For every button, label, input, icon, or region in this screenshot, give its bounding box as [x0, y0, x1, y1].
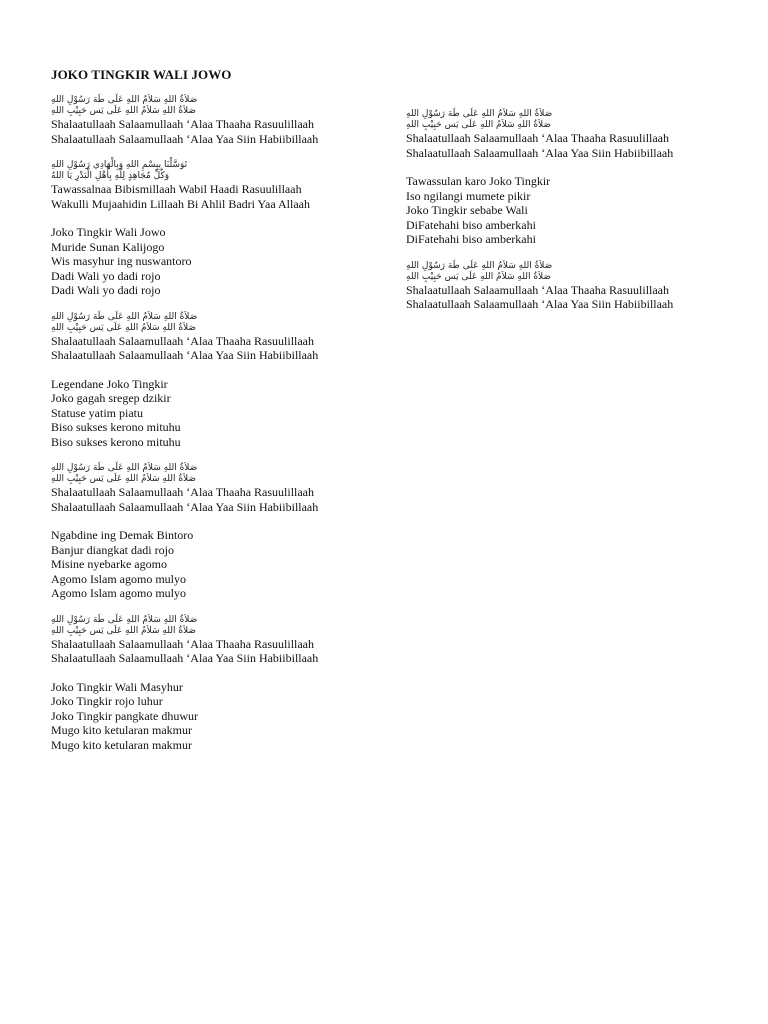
lyric-line: Dadi Wali yo dadi rojo — [51, 283, 161, 297]
arabic-line: صَلاَةُ اللهِ سَلاَمُ اللهِ عَلَى طَهَ رَسُوْلِ اللهِ — [51, 463, 198, 473]
lyric-line: Tawassulan karo Joko Tingkir — [406, 174, 551, 188]
lyric-line: Ngabdine ing Demak Bintoro — [51, 528, 194, 542]
right-column — [406, 109, 746, 326]
arabic-line: صَلاَةُ اللهِ سَلاَمُ اللهِ عَلَى طَهَ رَسُوْلِ اللهِ — [51, 311, 198, 322]
lyric-line: Agomo Islam agomo mulyo — [51, 586, 186, 600]
lyric-stanza — [406, 109, 746, 160]
lyric-stanza — [51, 377, 391, 450]
lyric-line: DiFatehahi biso amberkahi — [406, 232, 536, 246]
lyric-line: Muride Sunan Kalijogo — [51, 239, 165, 254]
lyric-stanza — [51, 615, 391, 666]
document-title: JOKO TINGKIR WALI JOWO — [51, 67, 232, 82]
lyric-line: Biso sukses kerono mituhu — [51, 420, 181, 434]
arabic-line: صَلاَةُ اللهِ سَلاَمُ اللهِ عَلَى طَهَ رَسُوْلِ اللهِ — [51, 614, 198, 625]
lyric-line: Banjur diangkat dadi rojo — [51, 542, 174, 557]
lyric-stanza — [51, 528, 391, 601]
lyric-line: Iso ngilangi mumete pikir — [406, 188, 531, 203]
arabic-line: صَلاَةُ اللهِ سَلاَمُ اللهِ عَلَى يَس حَبِيْبِ اللهِ — [406, 271, 552, 282]
lyric-line: Shalaatullaah Salaamullaah ‘Alaa Thaaha Rasuulillaah — [51, 636, 315, 651]
lyric-line: Shalaatullaah Salaamullaah ‘Alaa Yaa Siin Habiibillaah — [51, 348, 319, 362]
lyric-line: Wakulli Mujaahidin Lillaah Bi Ahlil Badri Yaa Allaah — [51, 196, 311, 211]
lyric-line: Joko Tingkir Wali Masyhur — [51, 679, 183, 694]
lyric-line: Shalaatullaah Salaamullaah ‘Alaa Yaa Siin Habiibillaah — [51, 499, 319, 514]
left-column — [51, 95, 391, 766]
lyric-line: Joko gagah sregep dzikir — [51, 391, 171, 405]
lyric-stanza — [51, 225, 391, 298]
lyric-stanza — [406, 261, 746, 312]
lyric-line: Tawassalnaa Bibismillaah Wabil Haadi Rasuulillaah — [51, 182, 302, 196]
lyric-line: Joko Tingkir Wali Jowo — [51, 225, 166, 239]
lyric-line: Joko Tingkir pangkate dhuwur — [51, 708, 198, 723]
arabic-line: صَلاَةُ اللهِ سَلاَمُ اللهِ عَلَى يَس حَبِيْبِ اللهِ — [51, 474, 197, 484]
lyric-stanza — [406, 174, 746, 247]
lyric-line: Misine nyebarke agomo — [51, 557, 167, 571]
lyric-line: Shalaatullaah Salaamullaah ‘Alaa Thaaha Rasuulillaah — [51, 485, 315, 499]
lyric-line: Shalaatullaah Salaamullaah ‘Alaa Yaa Siin Habiibillaah — [51, 651, 319, 665]
lyric-line: Shalaatullaah Salaamullaah ‘Alaa Yaa Siin Habiibillaah — [406, 297, 674, 311]
lyric-line: Mugo kito ketularan makmur — [51, 723, 192, 737]
lyric-line: Shalaatullaah Salaamullaah ‘Alaa Yaa Siin Habiibillaah — [51, 131, 319, 146]
lyric-line: Legendane Joko Tingkir — [51, 376, 168, 391]
arabic-line: صَلاَةُ اللهِ سَلاَمُ اللهِ عَلَى يَس حَبِيْبِ اللهِ — [51, 322, 197, 333]
lyric-line: Dadi Wali yo dadi rojo — [51, 268, 161, 283]
arabic-line: وَكُلِّ مُجَاهِدٍ لِلّهِ بِأَهْلِ الْبَدْرِ يَا اللهُ — [51, 171, 170, 181]
lyric-line: DiFatehahi biso amberkahi — [406, 217, 536, 232]
lyric-stanza — [51, 160, 391, 211]
arabic-line: صَلاَةُ اللهِ سَلاَمُ اللهِ عَلَى طَهَ رَسُوْلِ اللهِ — [51, 95, 198, 105]
arabic-line: صَلاَةُ اللهِ سَلاَمُ اللهِ عَلَى يَس حَبِيْبِ اللهِ — [406, 120, 552, 130]
lyric-line: Mugo kito ketularan makmur — [51, 737, 192, 752]
arabic-line: صَلاَةُ اللهِ سَلاَمُ اللهِ عَلَى يَس حَبِيْبِ اللهِ — [51, 625, 197, 636]
lyric-line: Biso sukses kerono mituhu — [51, 434, 181, 449]
lyric-stanza — [51, 463, 391, 514]
lyric-line: Wis masyhur ing nuswantoro — [51, 254, 192, 268]
arabic-line: صَلاَةُ اللهِ سَلاَمُ اللهِ عَلَى يَس حَبِيْبِ اللهِ — [51, 106, 197, 116]
arabic-line: تَوَسَّلْنَا بِبِسْمِ اللهِ وَبِالْهَادِي رَسُوْلِ اللهِ — [51, 160, 188, 170]
lyric-stanza — [51, 312, 391, 363]
lyric-line: Shalaatullaah Salaamullaah ‘Alaa Thaaha Rasuulillaah — [406, 282, 670, 297]
lyric-line: Joko Tingkir rojo luhur — [51, 694, 163, 708]
lyric-stanza — [51, 680, 391, 753]
arabic-line: صَلاَةُ اللهِ سَلاَمُ اللهِ عَلَى طَهَ رَسُوْلِ اللهِ — [406, 260, 553, 271]
lyric-line: Joko Tingkir sebabe Wali — [406, 203, 528, 217]
lyric-line: Agomo Islam agomo mulyo — [51, 571, 186, 586]
lyric-line: Shalaatullaah Salaamullaah ‘Alaa Thaaha Rasuulillaah — [406, 131, 670, 145]
lyric-line: Shalaatullaah Salaamullaah ‘Alaa Thaaha Rasuulillaah — [51, 117, 315, 131]
lyric-line: Shalaatullaah Salaamullaah ‘Alaa Thaaha Rasuulillaah — [51, 333, 315, 348]
lyric-stanza — [51, 95, 391, 146]
arabic-line: صَلاَةُ اللهِ سَلاَمُ اللهِ عَلَى طَهَ رَسُوْلِ اللهِ — [406, 109, 553, 119]
lyric-line: Shalaatullaah Salaamullaah ‘Alaa Yaa Siin Habiibillaah — [406, 145, 674, 160]
lyric-line: Statuse yatim piatu — [51, 405, 143, 420]
